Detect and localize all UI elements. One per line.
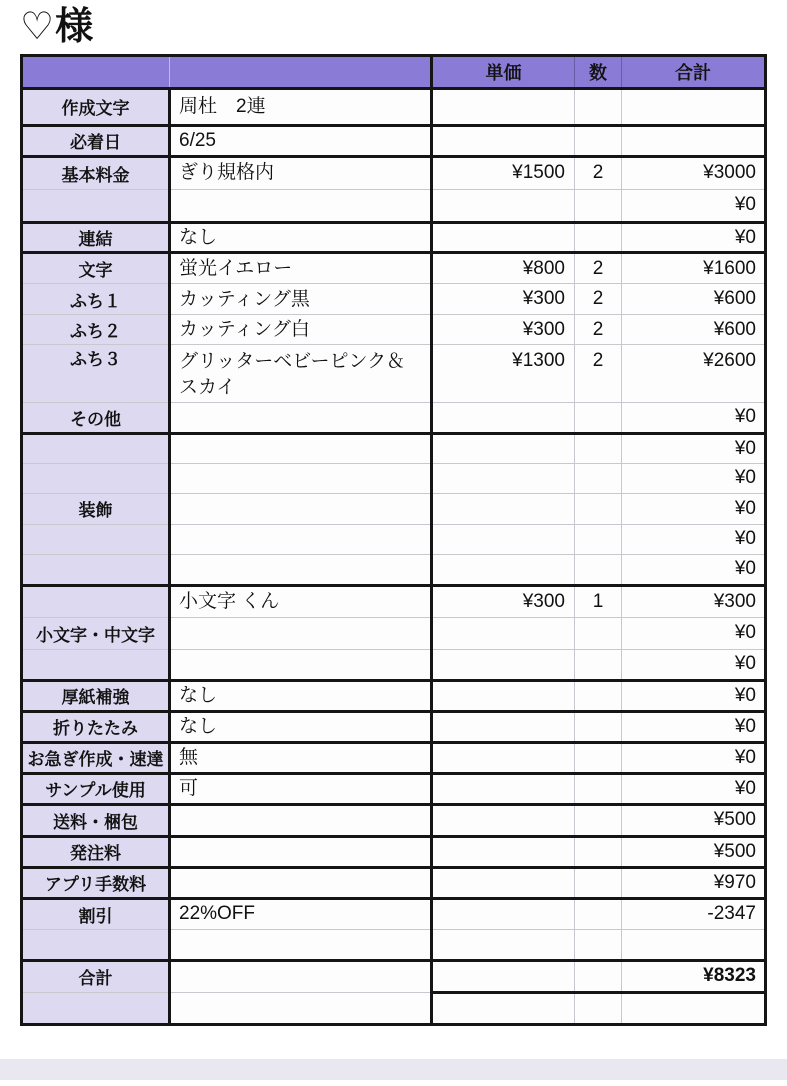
cell-detail: グリッターベビーピンク＆スカイ bbox=[170, 345, 432, 402]
table-row bbox=[22, 493, 766, 524]
cell-quantity: 1 bbox=[575, 585, 622, 617]
cell-unit-price bbox=[432, 773, 575, 804]
cell-detail bbox=[170, 929, 432, 960]
cell-quantity bbox=[575, 680, 622, 711]
cell-quantity: 2 bbox=[575, 253, 622, 284]
cell-total: ¥0 bbox=[622, 680, 766, 711]
cell-total: ¥1600 bbox=[622, 253, 766, 284]
cell-item-label bbox=[22, 649, 170, 680]
cell-quantity bbox=[575, 649, 622, 680]
cell-unit-price: ¥300 bbox=[432, 315, 575, 345]
table-row bbox=[22, 125, 766, 156]
cell-total: ¥0 bbox=[622, 189, 766, 222]
table-row bbox=[22, 189, 766, 222]
cell-unit-price bbox=[432, 742, 575, 773]
table-row bbox=[22, 617, 766, 649]
cell-quantity bbox=[575, 804, 622, 836]
cell-quantity bbox=[575, 554, 622, 585]
table-row bbox=[22, 156, 766, 189]
table-row bbox=[22, 88, 766, 125]
cell-item-label: 合計 bbox=[22, 960, 170, 992]
cell-item-label: サンプル使用 bbox=[22, 773, 170, 804]
cell-unit-price: ¥300 bbox=[432, 585, 575, 617]
cell-quantity bbox=[575, 742, 622, 773]
cell-detail: カッティング白 bbox=[170, 315, 432, 345]
table-header-row bbox=[22, 55, 766, 88]
table-row bbox=[22, 867, 766, 898]
cell-quantity: 2 bbox=[575, 345, 622, 402]
cell-item-label: 送料・梱包 bbox=[22, 804, 170, 836]
cell-total: ¥0 bbox=[622, 649, 766, 680]
cell-item-label bbox=[22, 433, 170, 463]
cell-detail: 周杜 2連 bbox=[170, 88, 432, 125]
cell-quantity bbox=[575, 617, 622, 649]
cell-item-label: 折りたたみ bbox=[22, 711, 170, 742]
cell-detail: 蛍光イエロー bbox=[170, 253, 432, 284]
cell-quantity: 2 bbox=[575, 315, 622, 345]
cell-item-label: ふち３ bbox=[22, 345, 170, 402]
cell-detail: なし bbox=[170, 711, 432, 742]
cell-total: ¥0 bbox=[622, 524, 766, 554]
table-row bbox=[22, 433, 766, 463]
cell-unit-price bbox=[432, 125, 575, 156]
header-quantity: 数 bbox=[575, 55, 622, 88]
cell-total bbox=[622, 929, 766, 960]
cell-item-label: 割引 bbox=[22, 898, 170, 929]
cell-item-label: 小文字・中文字 bbox=[22, 617, 170, 649]
cell-unit-price bbox=[432, 463, 575, 493]
cell-detail: 6/25 bbox=[170, 125, 432, 156]
table-row bbox=[22, 649, 766, 680]
table-row bbox=[22, 345, 766, 402]
table-row bbox=[22, 222, 766, 253]
cell-total: ¥0 bbox=[622, 222, 766, 253]
cell-total: ¥500 bbox=[622, 836, 766, 867]
cell-detail bbox=[170, 524, 432, 554]
cell-detail bbox=[170, 402, 432, 433]
cell-detail: 可 bbox=[170, 773, 432, 804]
cell-detail bbox=[170, 836, 432, 867]
cell-total: ¥3000 bbox=[622, 156, 766, 189]
cell-item-label: 連結 bbox=[22, 222, 170, 253]
cell-total: ¥300 bbox=[622, 585, 766, 617]
cell-item-label bbox=[22, 463, 170, 493]
cell-quantity bbox=[575, 88, 622, 125]
cell-detail bbox=[170, 960, 432, 992]
cell-detail bbox=[170, 493, 432, 524]
header-detail-cell bbox=[170, 55, 432, 88]
cell-item-label: アプリ手数料 bbox=[22, 867, 170, 898]
cell-total: ¥0 bbox=[622, 742, 766, 773]
cell-quantity: 2 bbox=[575, 156, 622, 189]
table-row bbox=[22, 742, 766, 773]
cell-quantity bbox=[575, 433, 622, 463]
table-row bbox=[22, 836, 766, 867]
table-row bbox=[22, 463, 766, 493]
order-table bbox=[20, 54, 767, 1026]
cell-quantity: 2 bbox=[575, 284, 622, 315]
page-bottom-strip bbox=[0, 1059, 787, 1080]
table-row bbox=[22, 992, 766, 1024]
order-table-body bbox=[22, 88, 766, 1024]
cell-quantity bbox=[575, 929, 622, 960]
cell-detail bbox=[170, 804, 432, 836]
cell-total: ¥0 bbox=[622, 554, 766, 585]
cell-quantity bbox=[575, 402, 622, 433]
cell-unit-price bbox=[432, 493, 575, 524]
cell-item-label: 基本料金 bbox=[22, 156, 170, 189]
header-total: 合計 bbox=[622, 55, 766, 88]
cell-item-label bbox=[22, 585, 170, 617]
cell-item-label: 文字 bbox=[22, 253, 170, 284]
cell-item-label: 厚紙補強 bbox=[22, 680, 170, 711]
cell-detail: カッティング黒 bbox=[170, 284, 432, 315]
cell-detail bbox=[170, 649, 432, 680]
page-title: ♡様 bbox=[20, 6, 787, 50]
table-row bbox=[22, 402, 766, 433]
cell-total bbox=[622, 88, 766, 125]
cell-item-label bbox=[22, 189, 170, 222]
cell-detail: なし bbox=[170, 680, 432, 711]
cell-unit-price bbox=[432, 680, 575, 711]
cell-unit-price bbox=[432, 804, 575, 836]
cell-quantity bbox=[575, 898, 622, 929]
cell-unit-price bbox=[432, 88, 575, 125]
cell-item-label: その他 bbox=[22, 402, 170, 433]
cell-quantity bbox=[575, 867, 622, 898]
cell-total: ¥970 bbox=[622, 867, 766, 898]
cell-detail bbox=[170, 867, 432, 898]
cell-total: ¥0 bbox=[622, 493, 766, 524]
cell-item-label: ふち１ bbox=[22, 284, 170, 315]
cell-total: ¥500 bbox=[622, 804, 766, 836]
table-row bbox=[22, 804, 766, 836]
cell-item-label bbox=[22, 929, 170, 960]
cell-quantity bbox=[575, 960, 622, 992]
cell-total: ¥0 bbox=[622, 463, 766, 493]
cell-unit-price bbox=[432, 524, 575, 554]
cell-total bbox=[622, 992, 766, 1024]
cell-detail bbox=[170, 617, 432, 649]
cell-item-label: ふち２ bbox=[22, 315, 170, 345]
cell-quantity bbox=[575, 711, 622, 742]
cell-quantity bbox=[575, 493, 622, 524]
cell-detail bbox=[170, 992, 432, 1024]
cell-quantity bbox=[575, 524, 622, 554]
cell-total: ¥600 bbox=[622, 315, 766, 345]
cell-quantity bbox=[575, 189, 622, 222]
cell-item-label bbox=[22, 524, 170, 554]
cell-item-label: 装飾 bbox=[22, 493, 170, 524]
cell-unit-price: ¥800 bbox=[432, 253, 575, 284]
cell-quantity bbox=[575, 836, 622, 867]
cell-total: ¥0 bbox=[622, 711, 766, 742]
cell-quantity bbox=[575, 773, 622, 804]
header-item-label-cell bbox=[22, 55, 170, 88]
table-row bbox=[22, 711, 766, 742]
cell-unit-price bbox=[432, 617, 575, 649]
cell-item-label: 作成文字 bbox=[22, 88, 170, 125]
cell-unit-price bbox=[432, 222, 575, 253]
cell-item-label: 発注料 bbox=[22, 836, 170, 867]
cell-total: ¥0 bbox=[622, 402, 766, 433]
cell-item-label bbox=[22, 554, 170, 585]
cell-unit-price bbox=[432, 402, 575, 433]
table-row bbox=[22, 554, 766, 585]
cell-unit-price bbox=[432, 867, 575, 898]
cell-unit-price bbox=[432, 189, 575, 222]
cell-unit-price bbox=[432, 836, 575, 867]
cell-item-label: お急ぎ作成・速達 bbox=[22, 742, 170, 773]
cell-quantity bbox=[575, 463, 622, 493]
table-row bbox=[22, 773, 766, 804]
cell-quantity bbox=[575, 992, 622, 1024]
cell-detail bbox=[170, 554, 432, 585]
cell-item-label: 必着日 bbox=[22, 125, 170, 156]
table-row bbox=[22, 960, 766, 992]
table-row bbox=[22, 680, 766, 711]
cell-unit-price: ¥1300 bbox=[432, 345, 575, 402]
table-row bbox=[22, 315, 766, 345]
cell-total bbox=[622, 125, 766, 156]
cell-unit-price bbox=[432, 960, 575, 992]
cell-detail bbox=[170, 189, 432, 222]
cell-detail: 22%OFF bbox=[170, 898, 432, 929]
cell-detail: 無 bbox=[170, 742, 432, 773]
cell-unit-price: ¥300 bbox=[432, 284, 575, 315]
cell-total: ¥0 bbox=[622, 773, 766, 804]
cell-quantity bbox=[575, 222, 622, 253]
cell-total: ¥600 bbox=[622, 284, 766, 315]
cell-unit-price bbox=[432, 929, 575, 960]
cell-unit-price bbox=[432, 554, 575, 585]
cell-total: ¥2600 bbox=[622, 345, 766, 402]
cell-detail bbox=[170, 433, 432, 463]
cell-unit-price: ¥1500 bbox=[432, 156, 575, 189]
cell-unit-price bbox=[432, 433, 575, 463]
table-row bbox=[22, 585, 766, 617]
table-row bbox=[22, 929, 766, 960]
table-row bbox=[22, 253, 766, 284]
cell-total: ¥8323 bbox=[622, 960, 766, 992]
cell-unit-price bbox=[432, 898, 575, 929]
cell-total: ¥0 bbox=[622, 433, 766, 463]
cell-item-label bbox=[22, 992, 170, 1024]
header-unit-price: 単価 bbox=[432, 55, 575, 88]
cell-unit-price bbox=[432, 711, 575, 742]
cell-total: ¥0 bbox=[622, 617, 766, 649]
cell-unit-price bbox=[432, 649, 575, 680]
table-row bbox=[22, 898, 766, 929]
cell-detail: 小文字 くん bbox=[170, 585, 432, 617]
table-row bbox=[22, 524, 766, 554]
cell-unit-price bbox=[432, 992, 575, 1024]
cell-detail: ぎり規格内 bbox=[170, 156, 432, 189]
table-row bbox=[22, 284, 766, 315]
cell-detail bbox=[170, 463, 432, 493]
cell-total: -2347 bbox=[622, 898, 766, 929]
cell-detail: なし bbox=[170, 222, 432, 253]
cell-quantity bbox=[575, 125, 622, 156]
